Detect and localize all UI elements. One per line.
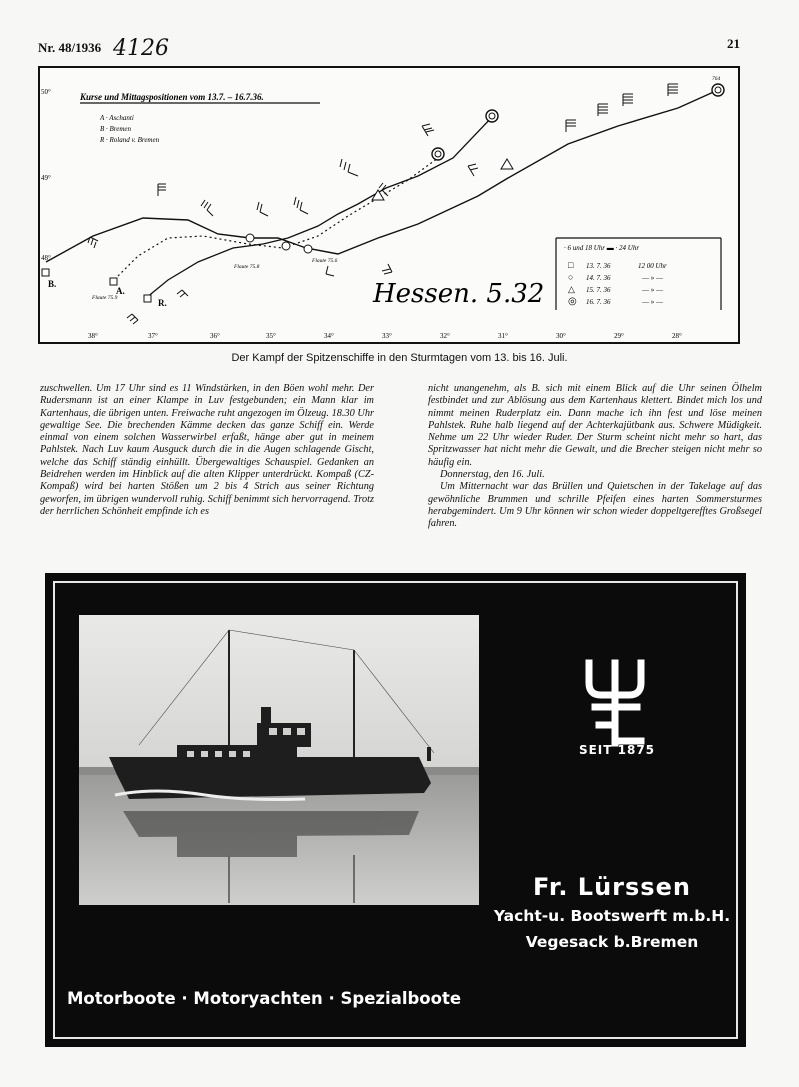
marker-14-7 <box>282 242 290 250</box>
marker-16-7 <box>486 110 498 122</box>
lon-label: 30° <box>556 332 566 340</box>
flaute-label: 764 <box>712 76 721 82</box>
lon-label: 36° <box>210 332 220 340</box>
ad-since: SEIT 1875 <box>578 743 656 757</box>
legend-symbol: △ <box>568 284 575 294</box>
course-chart <box>38 66 740 344</box>
legend-date: 13. 7. 36 <box>586 262 611 270</box>
map-title: Kurse und Mittagspositionen vom 13.7. – 16.7.36. <box>80 92 264 102</box>
legend-time-value: — » — <box>642 286 663 294</box>
marker-16-7 <box>712 84 724 96</box>
marker-14-7 <box>304 245 312 253</box>
date-heading: Donnerstag, den 16. Juli. <box>440 469 545 481</box>
ship-label-aschanti: A. <box>116 286 125 296</box>
legend-time: · 6 und 18 Uhr ▬ · 24 Uhr <box>564 244 640 252</box>
legend-date: 15. 7. 36 <box>586 286 611 294</box>
lon-label: 28° <box>672 332 682 340</box>
legend-ship: B · Bremen <box>100 125 132 133</box>
ad-business: Yacht-u. Bootswerft m.b.H. <box>493 907 731 925</box>
legend-symbol: □ <box>568 260 574 270</box>
legend-date: 14. 7. 36 <box>586 274 611 282</box>
lon-label: 37° <box>148 332 158 340</box>
lat-label: 48° <box>41 254 51 262</box>
handwritten-number: 4126 <box>113 36 169 61</box>
legend-date: 16. 7. 36 <box>586 298 611 306</box>
lat-label: 50° <box>41 88 51 96</box>
lon-label: 29° <box>614 332 624 340</box>
map-signature: Hessen. 5.32 <box>373 279 545 309</box>
legend-symbol: ○ <box>568 272 574 282</box>
ad-location: Vegesack b.Bremen <box>525 933 699 951</box>
article-column-left <box>40 383 374 518</box>
legend-symbol: ◎ <box>568 296 577 307</box>
luerssen-logo-icon <box>575 657 655 747</box>
legend-time-value: — » — <box>642 298 663 306</box>
lon-label: 33° <box>382 332 392 340</box>
flaute-label: Flaute 75.6 <box>312 258 338 264</box>
page-number: 21 <box>727 36 740 51</box>
flaute-label: Flaute 75.9 <box>92 295 118 301</box>
figure-caption: Der Kampf der Spitzenschiffe in den Sturmtagen vom 13. bis 16. Juli. <box>231 352 568 364</box>
lat-label: 49° <box>41 174 51 182</box>
marker-13-7 <box>110 278 117 285</box>
marker-13-7 <box>42 269 49 276</box>
article-paragraph: nicht unangenehm, als B. sich mit einem Blick auf die Uhr seinen Ölhelm festbindet und zur Ablösung aus dem Kartenhaus klettert. Bindet mich los und nimmt meinen Ruderplatz ein. Dann mache ich ihn fest und löse meinen Pahlstek. Ruhe halb liegend auf der Achterkajütbank aus. Schwere Müdigkeit. Nehme um 22 Uhr wieder Ruder. Der Sturm scheint nicht mehr so hart, das Spritzwasser hat nicht mehr die Gewalt, und die Brecher steigen nicht mehr so häufig ein. <box>428 383 762 468</box>
ad-products: Motorboote · Motoryachten · Spezialboote <box>67 989 462 1008</box>
article-paragraph: zuschwellen. Um 17 Uhr sind es 11 Windstärken, in den Böen wohl mehr. Der Rudersmann ist an einer Klampe in Luv festgebunden; ein Mann klar im Kartenhaus, die übrigen unten. Freiwache ruht angezogen im Ölzeug. 18.30 Uhr gewaltige See. Die brechenden Kämme decken das ganze Schiff ein. Werde einmal von einem solchen Wasserwirbel erfaßt, hänge aber gut in meinem Pahlstek. Nach Luv kaum Ausguck durch die in die Augen schlagende Gischt, welche das Schiff ständig einhüllt. Übergewaltiges Schauspiel. Gedanken an Beidrehen werden im Hinblick auf die alten Klipper unterdrückt. Kompaß (CZ-Kompaß) wird bei harten Stößen um 2 bis 4 Strich aus seiner Richtung geworfen, im übrigen wundervoll ruhig. Schiff benimmt sich hervorragend. Trotz der herrlichen Schönheit empfinde ich es <box>40 383 374 517</box>
legend-ship: R · Roland v. Bremen <box>100 136 160 144</box>
lon-label: 31° <box>498 332 508 340</box>
article-column-right <box>428 383 762 531</box>
ship-label-roland: R. <box>158 298 167 308</box>
marker-13-7 <box>144 295 151 302</box>
lon-label: 32° <box>440 332 450 340</box>
ad-company-name: Fr. Lürssen <box>533 873 691 901</box>
legend-time-value: — » — <box>642 274 663 282</box>
marker-16-7 <box>432 148 444 160</box>
issue-number: Nr. 48/1936 <box>38 40 102 55</box>
lon-label: 38° <box>88 332 98 340</box>
lon-label: 35° <box>266 332 276 340</box>
boat-photo <box>79 615 479 905</box>
legend-ship: A · Aschanti <box>100 114 134 122</box>
advertisement <box>45 573 746 1047</box>
flaute-label: Flaute 75.8 <box>234 264 260 270</box>
legend-time-value: 12 00 Uhr <box>638 262 667 270</box>
article-paragraph: Um Mitternacht war das Brüllen und Quietschen in der Takelage auf das gewöhnliche Brummen und schrille Pfeifen eines harten Sommersturmes herabgemindert. Um 9 Uhr können wir schon wieder doppeltgerefftes Großsegel fahren. <box>428 481 762 530</box>
lon-label: 34° <box>324 332 334 340</box>
ship-label-bremen: B. <box>48 279 57 289</box>
marker-14-7 <box>246 234 254 242</box>
